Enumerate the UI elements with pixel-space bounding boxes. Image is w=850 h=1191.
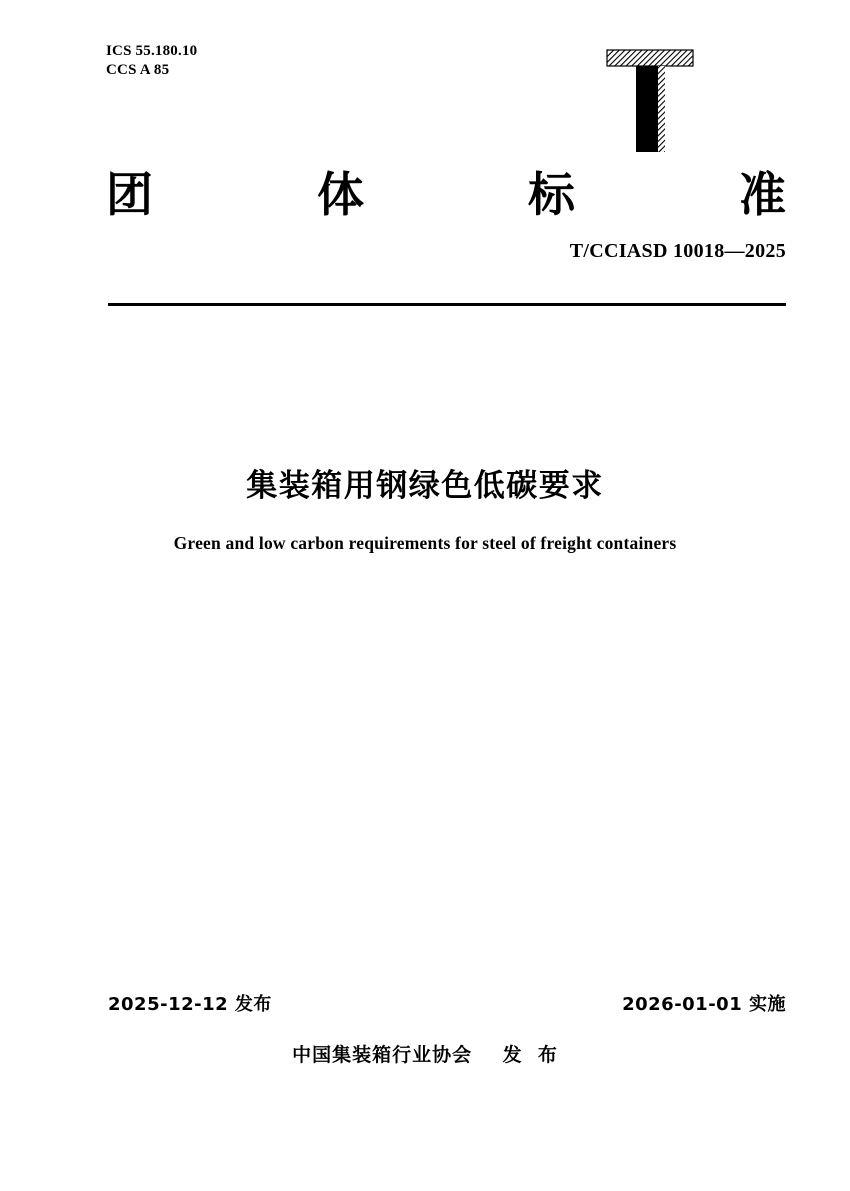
date-row bbox=[108, 990, 786, 1016]
standard-type-char-1: 团 bbox=[106, 168, 153, 223]
classification-codes bbox=[106, 42, 197, 80]
ics-code: ICS 55.180.10 bbox=[106, 43, 198, 59]
standard-type-char-3: 标 bbox=[528, 168, 575, 223]
header-divider bbox=[108, 303, 786, 306]
publisher-line: 中国集装箱行业协会 发 布 bbox=[292, 1044, 558, 1066]
standard-type-char-2: 体 bbox=[317, 168, 364, 223]
standard-t-logo-icon bbox=[600, 46, 700, 156]
standard-number: T/CCIASD 10018—2025 bbox=[569, 240, 786, 262]
standard-type-heading bbox=[106, 168, 786, 224]
page-title-english: Green and low carbon requirements for steel of freight containers bbox=[173, 533, 677, 553]
effective-date: 2026-01-01 实施 bbox=[622, 994, 786, 1015]
ccs-code: CCS A 85 bbox=[106, 62, 170, 78]
standard-type-char-4: 准 bbox=[739, 168, 786, 223]
issue-date: 2025-12-12 发布 bbox=[108, 994, 272, 1015]
page-title: 集装箱用钢绿色低碳要求 bbox=[246, 468, 604, 504]
